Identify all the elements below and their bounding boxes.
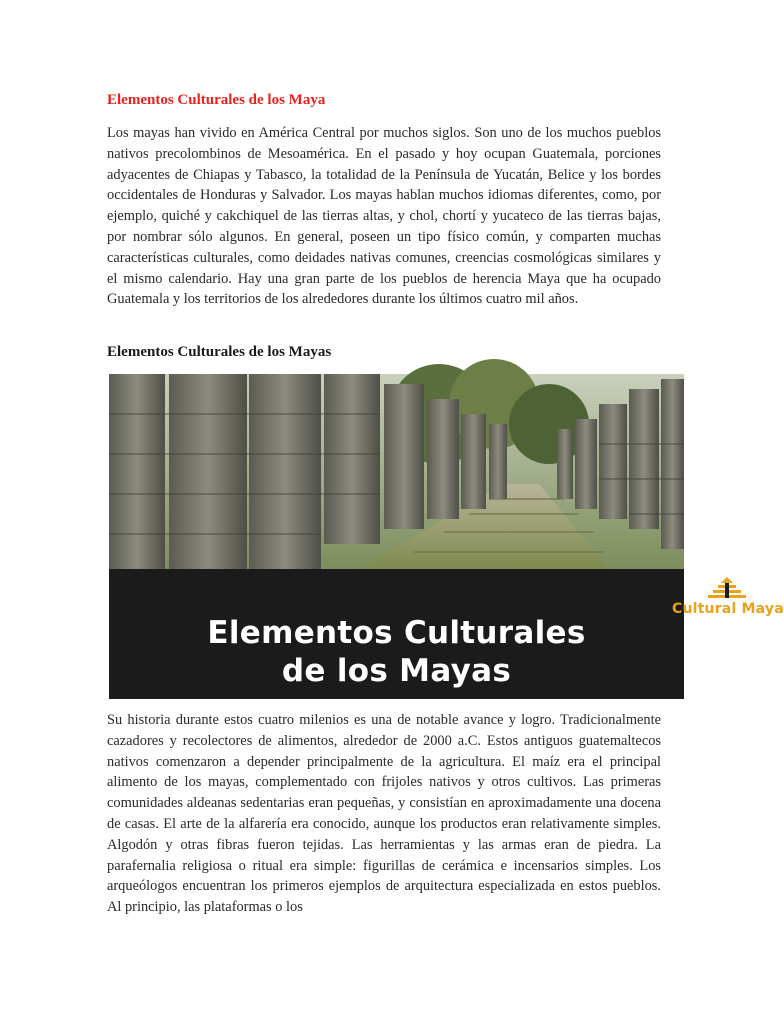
section-subtitle: Elementos Culturales de los Mayas	[107, 344, 332, 360]
title-banner	[109, 569, 784, 699]
pyramid-icon	[705, 575, 749, 601]
document-title: Elementos Culturales de los Maya	[107, 92, 326, 108]
intro-paragraph: Los mayas han vivido en América Central por muchos siglos. Son uno de los muchos pueblos nativos precolombinos de Mesoamérica. En el pasado y hoy ocupan Guatemala, porciones adyacentes de Chiapas y Tabasco, la totalidad de la Península de Yucatán, Belice y los bordes occidentales de Honduras y Salvador. Los mayas hablan muchos idiomas diferentes, como, por ejemplo, quiché y cakchiquel de las tierras altas, y chol, chortí y yucateco de las tierras bajas, por nombrar sólo algunos. En general, poseen un tipo físico común, y comparten muchas características culturales, como deidades nativas comunes, creencias cosmológicas similares y el mismo calendario. Hay una gran parte de los pueblos de herencia Maya que ha ocupado Guatemala y los territorios de los alrededores durante los últimos cuatro mil años.	[107, 125, 661, 308]
stone-columns-illustration	[109, 374, 684, 569]
banner-title-line1: Elementos Culturales	[207, 615, 586, 651]
brand-name: Cultural Maya	[672, 601, 784, 617]
columns-photo	[109, 374, 684, 569]
header-image	[109, 374, 784, 699]
banner-title-line2: de los Mayas	[281, 653, 512, 689]
history-paragraph: Su historia durante estos cuatro milenios es una de notable avance y logro. Tradicionalmente cazadores y recolectores de alimentos, alrededor de 2000 a.C. Estos antiguos guatemaltecos nativos comenzaron a depender principalmente de la agricultura. El maíz era el principal alimento de los mayas, complementado con frijoles nativos y otros cultivos. Las primeras comunidades aldeanas sedentarias eran pequeñas, y consistían en aproximadamente una docena de casas. El arte de la alfarería era conocido, aunque los productos eran relativamente simples. Algodón y otras fibras fueron tejidas. Las herramientas y las armas eran de piedra. La parafernalia religiosa o ritual era simple: figurillas de cerámica e incensarios simples. Los arqueólogos encuentran los primeros ejemplos de arquitectura especializada en estos pueblos. Al principio, las plataformas o los	[107, 712, 661, 916]
